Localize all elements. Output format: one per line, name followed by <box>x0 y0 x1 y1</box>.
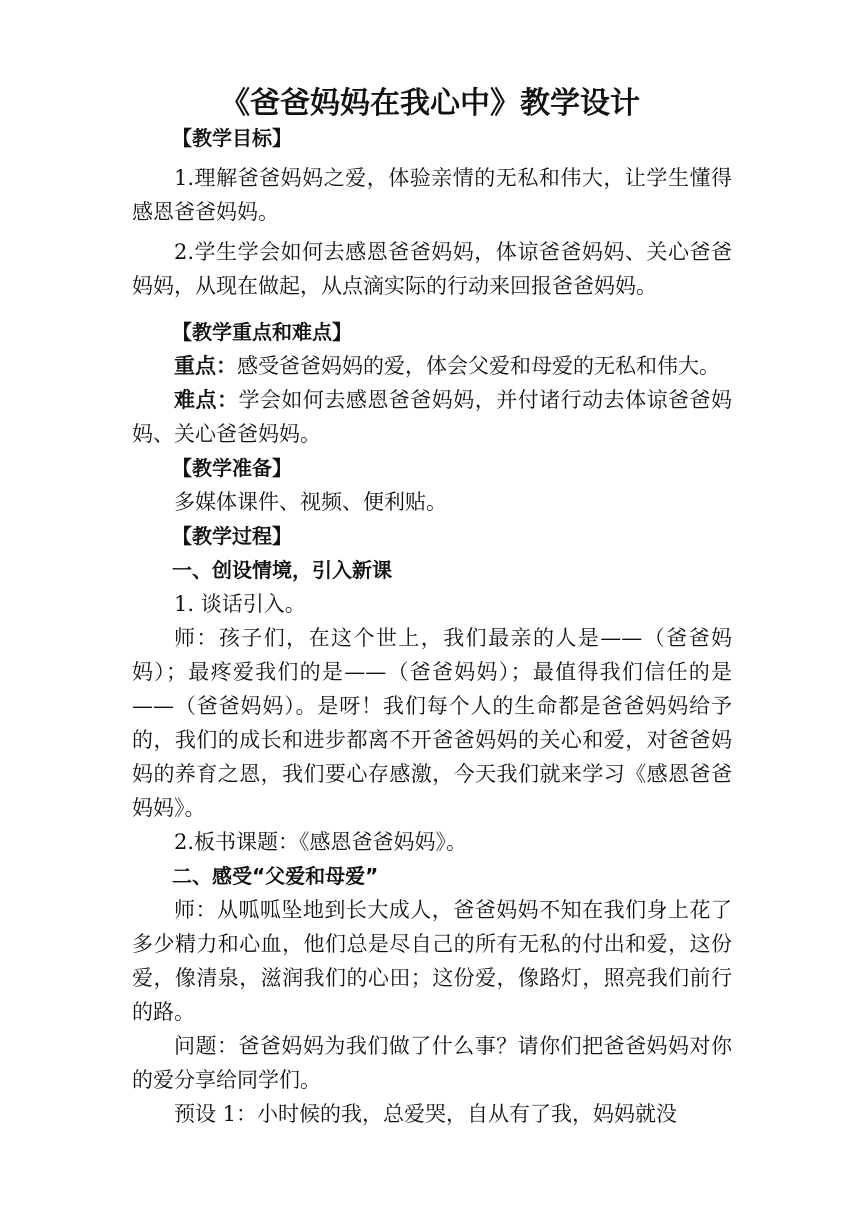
process-heading: 【教学过程】 <box>172 524 292 548</box>
objective-item-1: 1.理解爸爸妈妈之爱，体验亲情的无私和伟大，让学生懂得感恩爸爸妈妈。 <box>132 166 732 224</box>
preparation-text: 多媒体课件、视频、便利贴。 <box>174 490 447 514</box>
key-points-heading: 【教学重点和难点】 <box>172 320 352 344</box>
section-2-title: 二、感受“父爱和母爱” <box>172 864 379 888</box>
focus-text: 感受爸爸妈妈的爱，体会父爱和母爱的无私和伟大。 <box>237 354 720 378</box>
focus-label: 重点： <box>174 354 237 378</box>
focus-paragraph <box>132 349 732 383</box>
step-2: 2.板书课题：《感恩爸爸妈妈》。 <box>174 830 468 854</box>
difficulty-text: 学会如何去感恩爸爸妈妈，并付诸行动去体谅爸爸妈妈、关心爸爸妈妈。 <box>132 388 733 446</box>
step-1: 1. 谈话引入。 <box>174 592 306 616</box>
preset-1: 预设 1：小时候的我，总爱哭，自从有了我，妈妈就没 <box>174 1102 678 1126</box>
document-body <box>132 121 732 1131</box>
teacher-talk-2: 师：从呱呱坠地到长大成人，爸爸妈妈不知在我们身上花了多少精力和心血，他们总是尽自己的所有无私的付出和爱，这份爱，像清泉，滋润我们的心田；这份爱，像路灯，照亮我们前行的路。 <box>132 898 732 1024</box>
teacher-talk-1: 师：孩子们，在这个世上，我们最亲的人是——（爸爸妈妈）；最疼爱我们的是——（爸爸妈妈）；最值得我们信任的是——（爸爸妈妈）。是呀！我们每个人的生命都是爸爸妈妈给予的，我们的成长和进步都离不开爸爸妈妈的关心和爱，对爸爸妈妈的养育之恩，我们要心存感激，今天我们就来学习《感恩爸爸妈妈》。 <box>132 626 732 820</box>
section-1-title: 一、创设情境，引入新课 <box>172 558 392 582</box>
document-title: 《爸爸妈妈在我心中》教学设计 <box>220 86 640 121</box>
question-paragraph: 问题：爸爸妈妈为我们做了什么事？请你们把爸爸妈妈对你的爱分享给同学们。 <box>132 1034 732 1092</box>
objective-item-2: 2.学生学会如何去感恩爸爸妈妈，体谅爸爸妈妈、关心爸爸妈妈，从现在做起，从点滴实际的行动来回报爸爸妈妈。 <box>132 240 732 298</box>
preparation-heading: 【教学准备】 <box>172 456 292 480</box>
difficulty-paragraph <box>132 383 732 451</box>
difficulty-label: 难点： <box>174 388 239 412</box>
objectives-heading: 【教学目标】 <box>172 126 292 150</box>
